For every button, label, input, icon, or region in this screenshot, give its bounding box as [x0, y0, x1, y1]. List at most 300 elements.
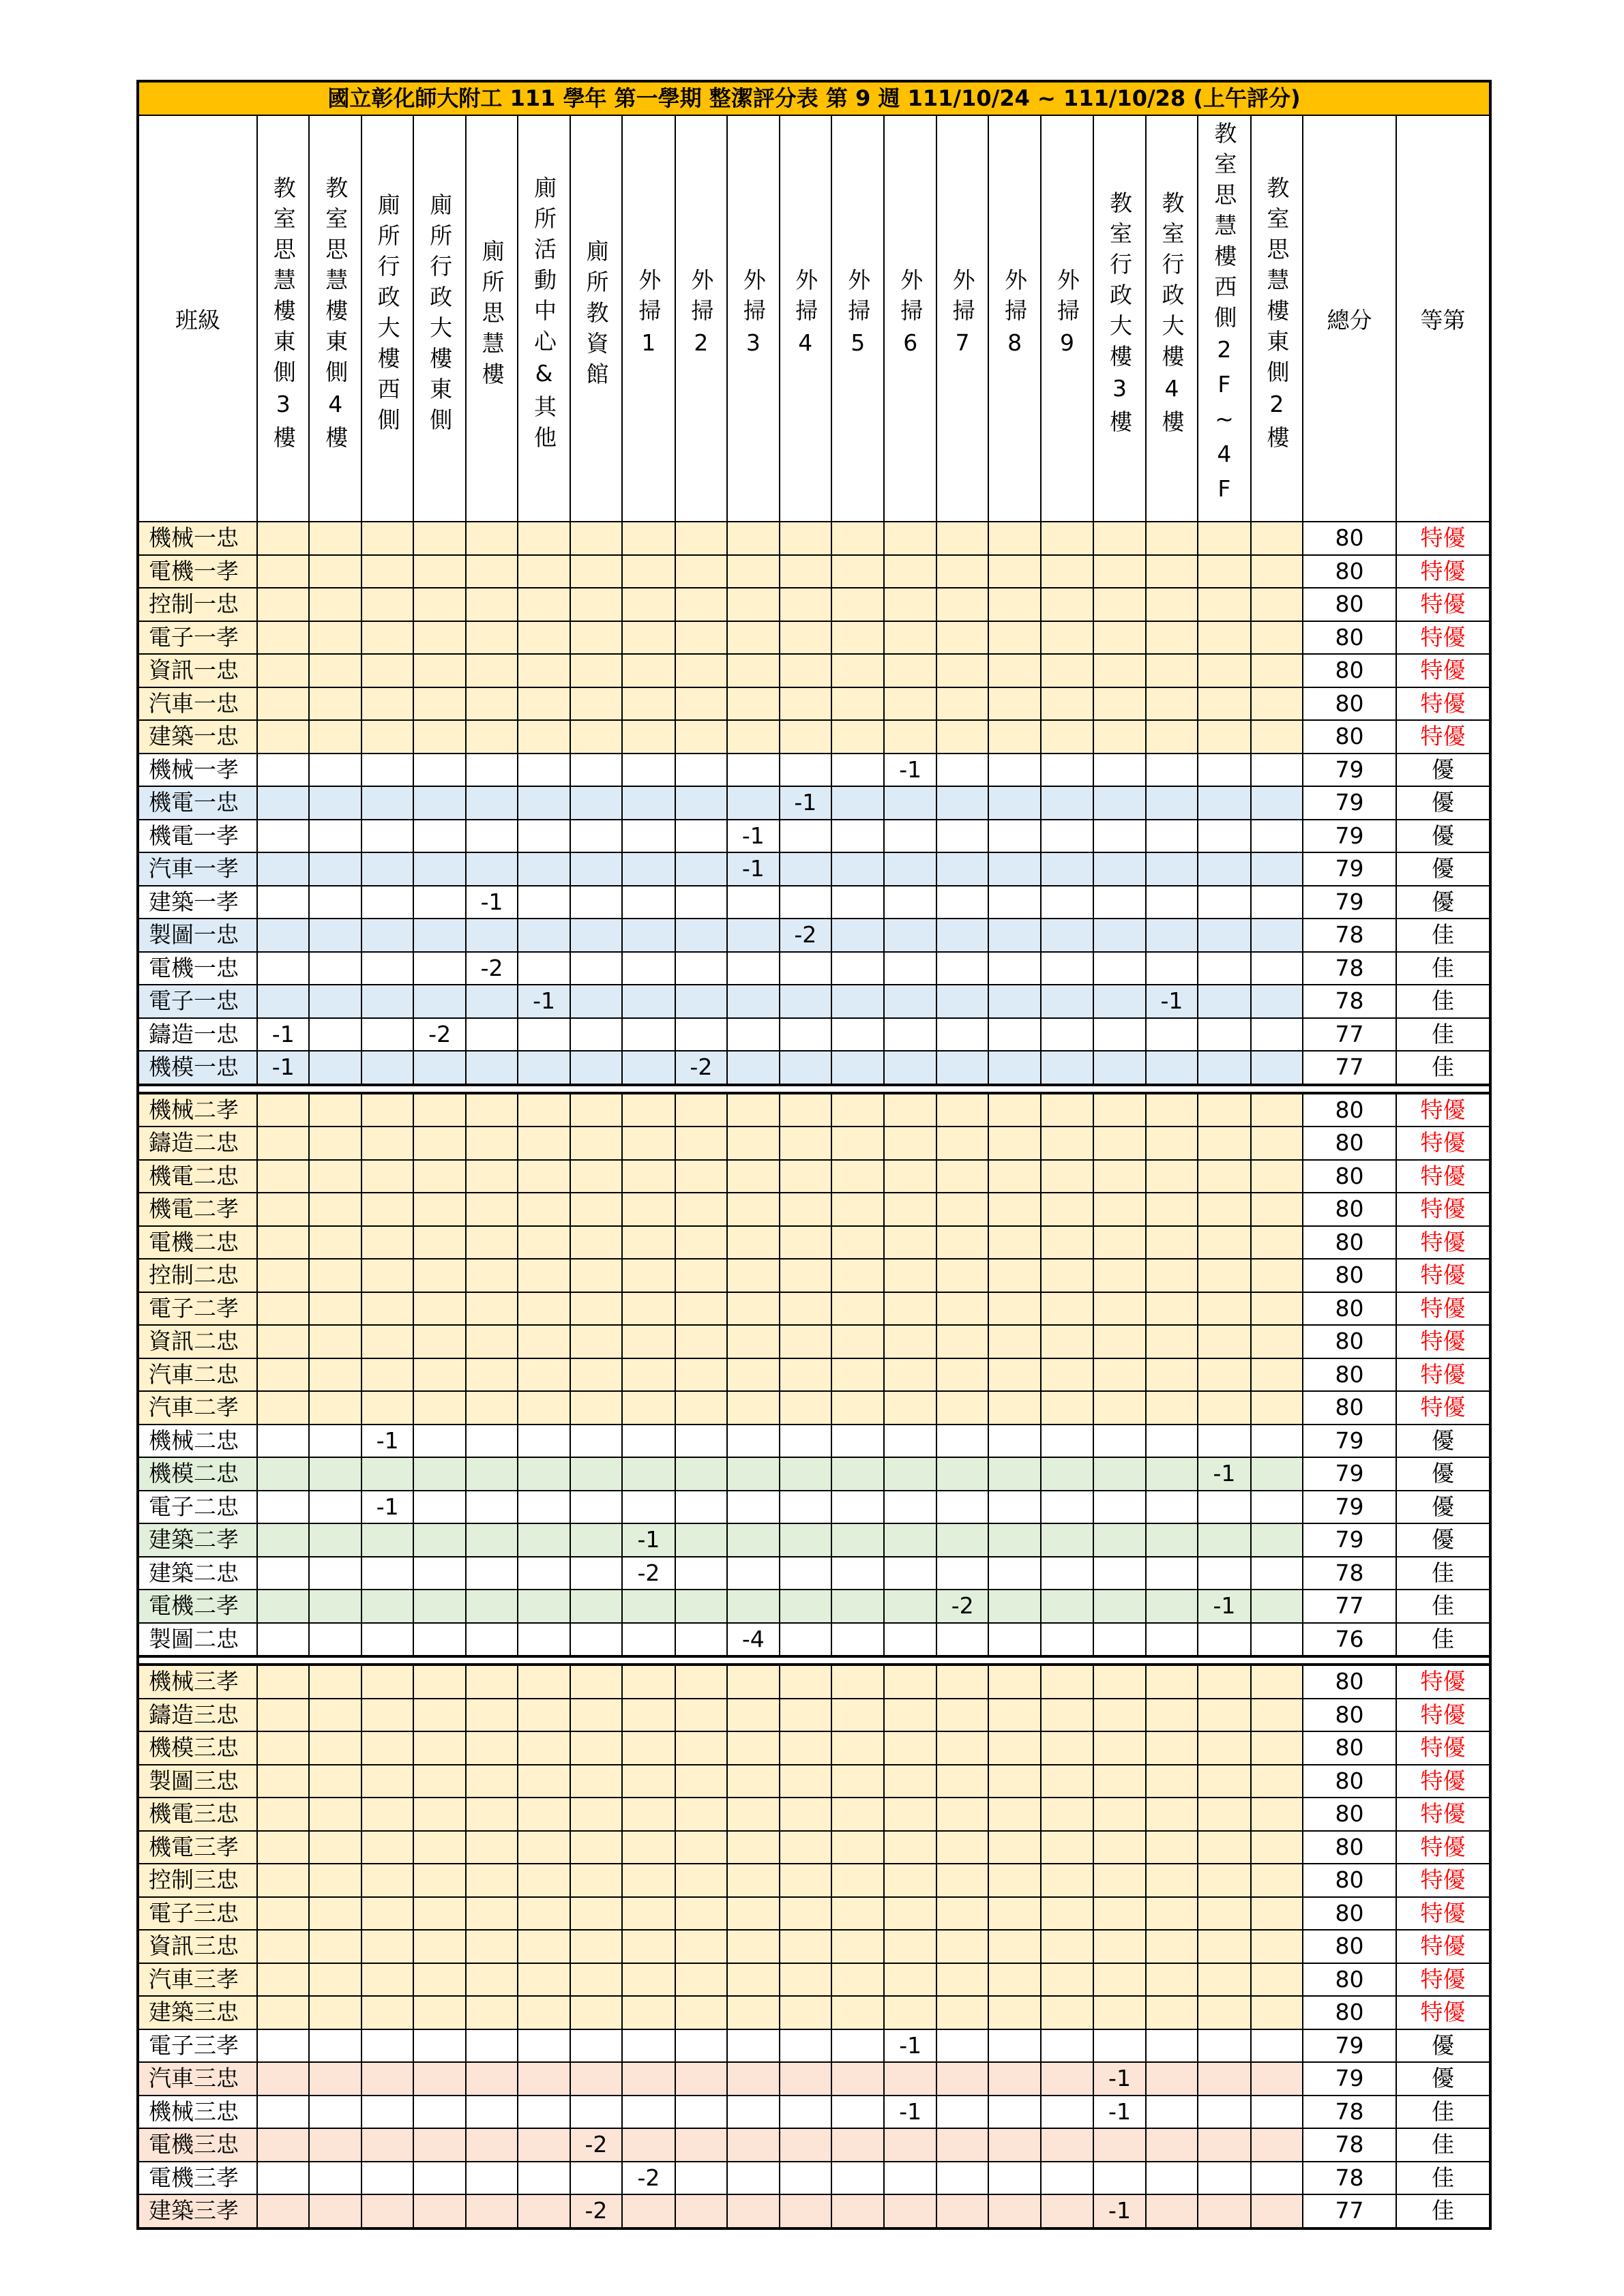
deduction-cell [413, 1590, 465, 1623]
total-score: 80 [1303, 522, 1396, 555]
deduction-cell [936, 886, 988, 919]
deduction-cell [988, 522, 1040, 555]
total-score: 80 [1303, 720, 1396, 754]
class-name: 建築一孝 [138, 886, 257, 919]
grade-rank: 優 [1396, 786, 1490, 820]
deduction-cell [309, 1425, 361, 1458]
total-score: 80 [1303, 1391, 1396, 1425]
deduction-cell [1251, 2162, 1303, 2195]
deduction-cell [622, 654, 675, 687]
deduction-cell [1198, 522, 1250, 555]
deduction-cell [988, 820, 1040, 853]
deduction-cell: -1 [257, 1051, 309, 1085]
deduction-cell [309, 1557, 361, 1590]
deduction-cell [936, 1897, 988, 1930]
deduction-cell [570, 1590, 622, 1623]
grade-rank: 優 [1396, 2062, 1490, 2096]
table-row [138, 687, 1490, 721]
deduction-cell [675, 2128, 727, 2162]
deduction-cell [780, 1491, 831, 1524]
deduction-cell [936, 1864, 988, 1897]
deduction-cell [988, 1491, 1040, 1524]
deduction-cell [570, 2096, 622, 2129]
deduction-cell [936, 1325, 988, 1358]
deduction-cell [1251, 886, 1303, 919]
total-score: 80 [1303, 654, 1396, 687]
table-row [138, 886, 1490, 919]
header-area-12 [831, 115, 884, 522]
deduction-cell [466, 621, 518, 655]
deduction-cell [622, 720, 675, 754]
deduction-cell [257, 1425, 309, 1458]
deduction-cell [570, 555, 622, 588]
deduction-cell [361, 720, 413, 754]
deduction-cell [1251, 1699, 1303, 1732]
class-name: 機械一忠 [138, 522, 257, 555]
header-area-4 [413, 115, 465, 522]
grade-rank: 特優 [1396, 1391, 1490, 1425]
deduction-cell [1198, 2029, 1250, 2063]
deduction-cell [936, 1018, 988, 1052]
table-row [138, 1018, 1490, 1052]
deduction-cell [518, 588, 570, 621]
deduction-cell [413, 1491, 465, 1524]
deduction-cell [413, 555, 465, 588]
table-row [138, 1963, 1490, 1997]
deduction-cell [1093, 588, 1145, 621]
deduction-cell [1251, 1831, 1303, 1864]
deduction-cell: -2 [622, 2162, 675, 2195]
deduction-cell [1093, 985, 1145, 1018]
deduction-cell [936, 1491, 988, 1524]
deduction-cell [1093, 1391, 1145, 1425]
deduction-cell [1251, 522, 1303, 555]
total-score: 78 [1303, 1557, 1396, 1590]
deduction-cell [361, 1523, 413, 1557]
deduction-cell [1093, 1930, 1145, 1963]
table-row [138, 1864, 1490, 1897]
deduction-cell [831, 1391, 884, 1425]
deduction-cell [622, 1491, 675, 1524]
deduction-cell [727, 1491, 779, 1524]
table-row [138, 1193, 1490, 1226]
deduction-cell [466, 654, 518, 687]
header-area-9-label: 外掃2 [688, 267, 715, 364]
deduction-cell [831, 720, 884, 754]
deduction-cell [780, 1160, 831, 1193]
deduction-cell: -2 [466, 952, 518, 985]
deduction-cell [780, 1623, 831, 1657]
deduction-cell [361, 1051, 413, 1085]
deduction-cell [936, 1831, 988, 1864]
deduction-cell [518, 1864, 570, 1897]
deduction-cell [884, 1590, 936, 1623]
deduction-cell [518, 952, 570, 985]
deduction-cell [518, 1699, 570, 1732]
deduction-cell [466, 1765, 518, 1798]
total-score: 80 [1303, 1226, 1396, 1259]
deduction-cell [361, 1127, 413, 1160]
deduction-cell [1041, 555, 1093, 588]
deduction-cell [413, 2128, 465, 2162]
deduction-cell [466, 1996, 518, 2029]
deduction-cell [831, 1996, 884, 2029]
deduction-cell [727, 1731, 779, 1765]
deduction-cell [988, 852, 1040, 886]
deduction-cell [309, 720, 361, 754]
deduction-cell [361, 1160, 413, 1193]
table-row [138, 1557, 1490, 1590]
deduction-cell [570, 1358, 622, 1392]
grade-rank: 特優 [1396, 687, 1490, 721]
deduction-cell [622, 621, 675, 655]
deduction-cell [1251, 720, 1303, 754]
deduction-cell [1198, 1996, 1250, 2029]
deduction-cell [622, 1731, 675, 1765]
deduction-cell [1251, 555, 1303, 588]
deduction-cell [1198, 754, 1250, 787]
deduction-cell [727, 1699, 779, 1732]
deduction-cell [884, 687, 936, 721]
deduction-cell [1198, 886, 1250, 919]
deduction-cell: -2 [570, 2194, 622, 2228]
deduction-cell [361, 754, 413, 787]
deduction-cell [1146, 621, 1198, 655]
deduction-cell [936, 1226, 988, 1259]
class-name: 資訊一忠 [138, 654, 257, 687]
deduction-cell [884, 1457, 936, 1491]
deduction-cell [257, 1623, 309, 1657]
grade-rank: 優 [1396, 1523, 1490, 1557]
deduction-cell [570, 1699, 622, 1732]
deduction-cell [988, 588, 1040, 621]
deduction-cell [1041, 2029, 1093, 2063]
deduction-cell [727, 2194, 779, 2228]
deduction-cell [466, 687, 518, 721]
deduction-cell [1041, 2128, 1093, 2162]
deduction-cell [518, 886, 570, 919]
deduction-cell [413, 654, 465, 687]
deduction-cell [884, 1930, 936, 1963]
deduction-cell [727, 2128, 779, 2162]
header-area-3-label: 廁所行政大樓西側 [374, 193, 401, 438]
deduction-cell [988, 2194, 1040, 2228]
header-area-15 [988, 115, 1040, 522]
class-name: 機模三忠 [138, 1731, 257, 1765]
deduction-cell [518, 1358, 570, 1392]
deduction-cell: -1 [727, 820, 779, 853]
class-name: 機電二孝 [138, 1193, 257, 1226]
deduction-cell [936, 687, 988, 721]
deduction-cell [1093, 1831, 1145, 1864]
deduction-cell [780, 654, 831, 687]
class-name: 電機三忠 [138, 2128, 257, 2162]
deduction-cell [831, 1093, 884, 1127]
grade-rank: 優 [1396, 1457, 1490, 1491]
deduction-cell [257, 720, 309, 754]
grade-rank: 特優 [1396, 1765, 1490, 1798]
header-total [1303, 115, 1396, 522]
deduction-cell [727, 1523, 779, 1557]
deduction-cell [936, 654, 988, 687]
grade-rank: 特優 [1396, 1831, 1490, 1864]
deduction-cell [518, 1731, 570, 1765]
deduction-cell [570, 2029, 622, 2063]
deduction-cell: -1 [1146, 985, 1198, 1018]
deduction-cell [518, 1590, 570, 1623]
deduction-cell [413, 1358, 465, 1392]
grade-rank: 特優 [1396, 1193, 1490, 1226]
deduction-cell [466, 1127, 518, 1160]
deduction-cell [1041, 1798, 1093, 1831]
deduction-cell [831, 1325, 884, 1358]
deduction-cell [518, 2029, 570, 2063]
deduction-cell [936, 786, 988, 820]
deduction-cell [780, 985, 831, 1018]
deduction-cell [1146, 1391, 1198, 1425]
deduction-cell [675, 820, 727, 853]
deduction-cell [988, 1425, 1040, 1458]
deduction-cell [1251, 1798, 1303, 1831]
deduction-cell [936, 1623, 988, 1657]
deduction-cell [936, 555, 988, 588]
class-name: 建築三孝 [138, 2194, 257, 2228]
deduction-cell [727, 1590, 779, 1623]
total-score: 80 [1303, 555, 1396, 588]
deduction-cell [466, 1731, 518, 1765]
deduction-cell [309, 1623, 361, 1657]
deduction-cell [1041, 1325, 1093, 1358]
deduction-cell [780, 1996, 831, 2029]
deduction-cell [727, 1831, 779, 1864]
table-row [138, 1831, 1490, 1864]
deduction-cell [1251, 1963, 1303, 1997]
deduction-cell [727, 1292, 779, 1326]
deduction-cell [466, 1160, 518, 1193]
header-grade-label: 等第 [1420, 306, 1466, 333]
deduction-cell [622, 1623, 675, 1657]
deduction-cell [257, 621, 309, 655]
deduction-cell [413, 1457, 465, 1491]
deduction-cell [1041, 621, 1093, 655]
deduction-cell [466, 2029, 518, 2063]
deduction-cell [570, 786, 622, 820]
total-score: 80 [1303, 1292, 1396, 1326]
header-area-14 [936, 115, 988, 522]
deduction-cell [727, 1051, 779, 1085]
deduction-cell [466, 1623, 518, 1657]
deduction-cell [936, 1765, 988, 1798]
deduction-cell [884, 1523, 936, 1557]
deduction-cell [257, 852, 309, 886]
grade-rank: 佳 [1396, 1623, 1490, 1657]
deduction-cell [780, 1358, 831, 1392]
grade-rank: 特優 [1396, 1093, 1490, 1127]
deduction-cell [1146, 1018, 1198, 1052]
deduction-cell [1251, 1292, 1303, 1326]
deduction-cell [675, 1358, 727, 1392]
deduction-cell [622, 1051, 675, 1085]
grade-rank: 特優 [1396, 1864, 1490, 1897]
table-row [138, 1425, 1490, 1458]
deduction-cell: -1 [884, 2029, 936, 2063]
total-score: 80 [1303, 1996, 1396, 2029]
deduction-cell [622, 1093, 675, 1127]
deduction-cell [413, 1930, 465, 1963]
deduction-cell [622, 1765, 675, 1798]
deduction-cell [727, 754, 779, 787]
header-area-17 [1093, 115, 1145, 522]
deduction-cell [1093, 2128, 1145, 2162]
deduction-cell [413, 588, 465, 621]
total-score: 76 [1303, 1623, 1396, 1657]
deduction-cell: -1 [622, 1523, 675, 1557]
table-row [138, 2029, 1490, 2063]
grade-rank: 特優 [1396, 588, 1490, 621]
deduction-cell [1041, 1358, 1093, 1392]
deduction-cell [466, 1325, 518, 1358]
class-name: 電機一孝 [138, 555, 257, 588]
deduction-cell [309, 1864, 361, 1897]
grade-rank: 優 [1396, 852, 1490, 886]
deduction-cell [675, 1325, 727, 1358]
deduction-cell [257, 786, 309, 820]
deduction-cell [361, 1623, 413, 1657]
deduction-cell [1146, 654, 1198, 687]
deduction-cell [1146, 1358, 1198, 1392]
deduction-cell [727, 687, 779, 721]
deduction-cell [831, 2128, 884, 2162]
deduction-cell [884, 2162, 936, 2195]
deduction-cell [675, 1193, 727, 1226]
deduction-cell [936, 919, 988, 952]
deduction-cell [675, 555, 727, 588]
deduction-cell [413, 720, 465, 754]
deduction-cell [884, 852, 936, 886]
deduction-cell [1251, 1093, 1303, 1127]
deduction-cell [309, 1731, 361, 1765]
deduction-cell [309, 522, 361, 555]
deduction-cell [780, 1699, 831, 1732]
grade-rank: 佳 [1396, 952, 1490, 985]
deduction-cell [361, 1731, 413, 1765]
deduction-cell [1146, 1259, 1198, 1292]
header-class [138, 115, 257, 522]
deduction-cell [1093, 919, 1145, 952]
total-score: 79 [1303, 2062, 1396, 2096]
deduction-cell [884, 786, 936, 820]
deduction-cell [780, 2128, 831, 2162]
deduction-cell [466, 1699, 518, 1732]
deduction-cell [1041, 654, 1093, 687]
deduction-cell [1041, 1259, 1093, 1292]
deduction-cell [257, 1491, 309, 1524]
class-name: 電子一孝 [138, 621, 257, 655]
grade-rank: 優 [1396, 1425, 1490, 1458]
deduction-cell [309, 952, 361, 985]
deduction-cell [518, 1259, 570, 1292]
deduction-cell: -1 [361, 1491, 413, 1524]
deduction-cell [413, 1127, 465, 1160]
deduction-cell [622, 1193, 675, 1226]
deduction-cell [1041, 687, 1093, 721]
deduction-cell [1251, 2096, 1303, 2129]
deduction-cell [1093, 2162, 1145, 2195]
deduction-cell [1093, 1457, 1145, 1491]
header-area-18-label: 教室行政大樓4樓 [1158, 191, 1185, 441]
total-score: 80 [1303, 1831, 1396, 1864]
deduction-cell [466, 1018, 518, 1052]
table-row [138, 555, 1490, 588]
deduction-cell [1041, 1457, 1093, 1491]
deduction-cell [988, 1665, 1040, 1699]
deduction-cell [1093, 852, 1145, 886]
deduction-cell [309, 588, 361, 621]
header-area-20-label: 教室思慧樓東側2樓 [1263, 175, 1290, 456]
deduction-cell [570, 1557, 622, 1590]
deduction-cell [518, 1831, 570, 1864]
deduction-cell [622, 985, 675, 1018]
table-row [138, 1226, 1490, 1259]
deduction-cell [413, 1523, 465, 1557]
deduction-cell [361, 1259, 413, 1292]
deduction-cell [570, 1425, 622, 1458]
deduction-cell [413, 1259, 465, 1292]
grade-rank: 佳 [1396, 2096, 1490, 2129]
deduction-cell [361, 1963, 413, 1997]
deduction-cell [675, 985, 727, 1018]
deduction-cell [780, 754, 831, 787]
deduction-cell [1146, 687, 1198, 721]
deduction-cell [988, 1457, 1040, 1491]
deduction-cell [675, 1557, 727, 1590]
deduction-cell [413, 1699, 465, 1732]
deduction-cell [257, 2162, 309, 2195]
deduction-cell [1198, 1160, 1250, 1193]
deduction-cell [1251, 1193, 1303, 1226]
table-row [138, 1699, 1490, 1732]
total-score: 79 [1303, 754, 1396, 787]
grade-rank: 特優 [1396, 654, 1490, 687]
deduction-cell [309, 2194, 361, 2228]
class-name: 機械三孝 [138, 1665, 257, 1699]
table-row [138, 2062, 1490, 2096]
deduction-cell [257, 1557, 309, 1590]
deduction-cell [780, 588, 831, 621]
grade-rank: 特優 [1396, 1963, 1490, 1997]
deduction-cell [466, 1259, 518, 1292]
total-score: 77 [1303, 1051, 1396, 1085]
deduction-cell [1041, 820, 1093, 853]
deduction-cell [413, 1193, 465, 1226]
deduction-cell [831, 2096, 884, 2129]
deduction-cell [675, 1963, 727, 1997]
deduction-cell: -2 [780, 919, 831, 952]
deduction-cell [518, 1051, 570, 1085]
deduction-cell [1251, 621, 1303, 655]
class-name: 資訊二忠 [138, 1325, 257, 1358]
deduction-cell [780, 2029, 831, 2063]
grade-rank: 特優 [1396, 1699, 1490, 1732]
deduction-cell [622, 1930, 675, 1963]
deduction-cell [1093, 1963, 1145, 1997]
deduction-cell [1198, 2128, 1250, 2162]
deduction-cell [1198, 852, 1250, 886]
deduction-cell [1146, 1226, 1198, 1259]
deduction-cell [675, 2162, 727, 2195]
deduction-cell [936, 1665, 988, 1699]
deduction-cell [675, 754, 727, 787]
